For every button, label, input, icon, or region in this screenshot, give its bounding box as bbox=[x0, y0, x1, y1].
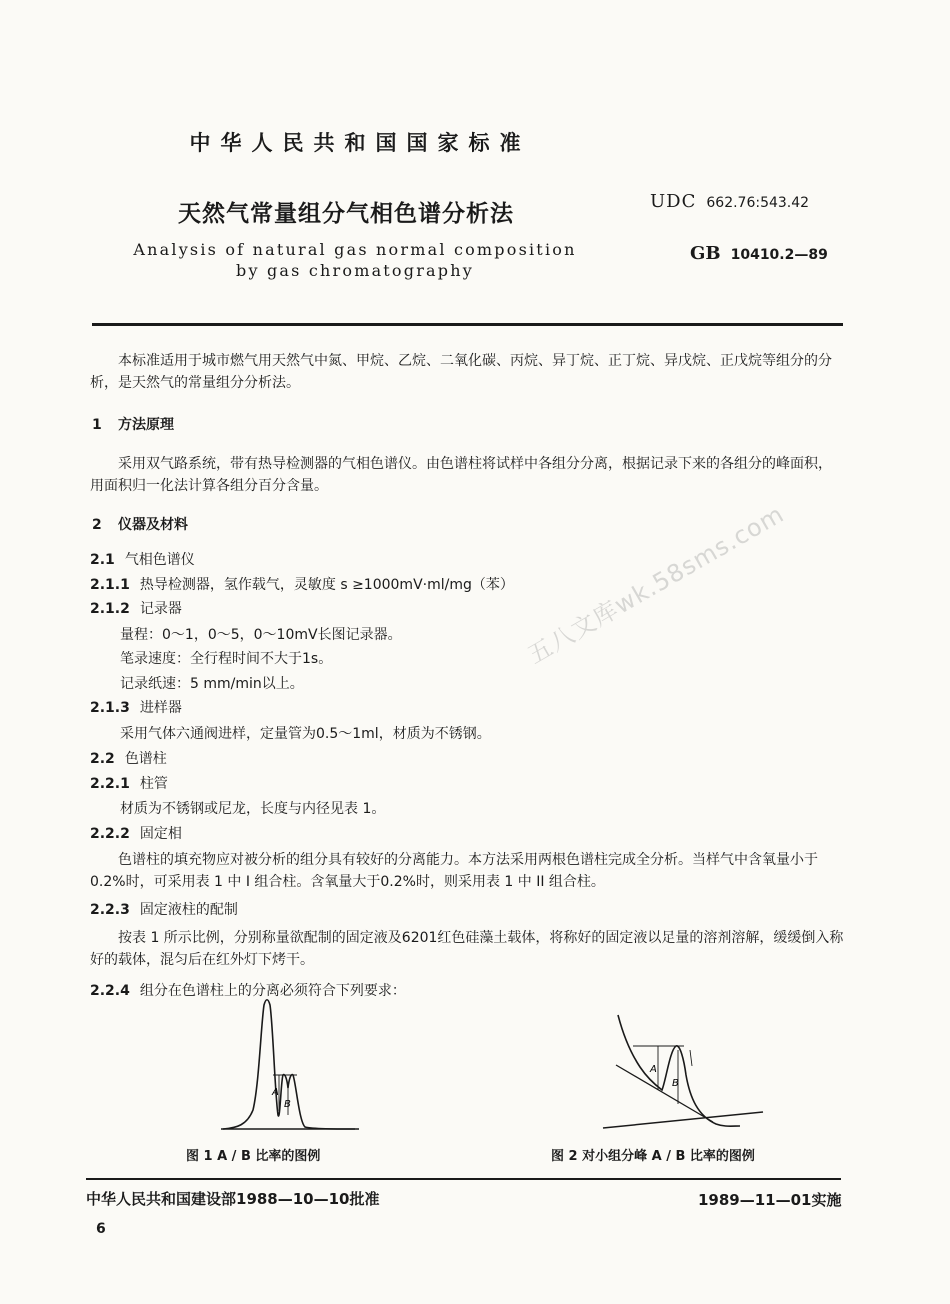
figure-1-chromatogram bbox=[215, 995, 365, 1137]
section-2-2-1-heading bbox=[90, 773, 168, 795]
footer-divider bbox=[86, 1178, 841, 1180]
effective-date: 1989—11—01实施 bbox=[698, 1191, 842, 1209]
approval-date: 中华人民共和国建设部1988—10—10批准 bbox=[86, 1190, 380, 1208]
section-number: 2 bbox=[92, 517, 102, 533]
section-2-heading bbox=[92, 514, 188, 536]
section-title: 进样器 bbox=[139, 700, 182, 716]
section-number: 2.1 bbox=[90, 552, 115, 568]
section-2-1-1 bbox=[90, 574, 514, 596]
section-number: 2.2.1 bbox=[90, 776, 130, 792]
section-number: 2.1.1 bbox=[90, 577, 130, 593]
section-1-heading bbox=[92, 414, 174, 436]
document-title: 天然气常量组分气相色谱分析法 bbox=[178, 201, 514, 227]
recorder-pen-speed-line: 笔录速度：全行程时间不大于1s。 bbox=[120, 651, 333, 667]
gb-value: 10410.2—89 bbox=[730, 247, 828, 263]
header-divider bbox=[92, 323, 843, 326]
figure-2-caption: 图 2 对小组分峰 A / B 比率的图例 bbox=[551, 1149, 755, 1164]
section-number: 2.1.2 bbox=[90, 601, 130, 617]
fig2-peak-curve bbox=[618, 1015, 740, 1126]
recorder-range-line: 量程：0～1，0～5，0～10mV长图记录器。 bbox=[120, 627, 402, 643]
section-2-1-3-text: 采用气体六通阀进样，定量管为0.5～1ml，材质为不锈钢。 bbox=[120, 726, 491, 742]
fig1-label-b: B bbox=[284, 1099, 291, 1110]
section-title: 气相色谱仪 bbox=[124, 552, 195, 568]
gb-code bbox=[690, 243, 828, 264]
fig2-label-a: A bbox=[650, 1064, 657, 1075]
section-2-2-3-paragraph bbox=[90, 927, 845, 971]
country-standard-heading: 中华人民共和国国家标准 bbox=[189, 131, 531, 155]
section-text: 组分在色谱柱上的分离必须符合下列要求： bbox=[139, 983, 406, 999]
intro-text: 本标准适用于城市燃气用天然气中氮、甲烷、乙烷、二氧化碳、丙烷、异丁烷、正丁烷、异戊烷、正戊烷等组分的分析，是天然气的常量组分分析法。 bbox=[90, 353, 832, 391]
section-title: 柱管 bbox=[139, 776, 168, 792]
english-title-line-1: Analysis of natural gas normal composition bbox=[133, 240, 577, 259]
section-title: 方法原理 bbox=[118, 417, 174, 433]
section-number: 1 bbox=[92, 417, 102, 433]
fig1-label-a: A bbox=[272, 1087, 279, 1098]
section-2-2-2-paragraph bbox=[90, 849, 845, 893]
section-2-2-heading bbox=[90, 748, 167, 770]
udc-value: 662.76:543.42 bbox=[706, 195, 810, 211]
udc-label: UDC bbox=[650, 191, 697, 212]
section-title: 固定液柱的配制 bbox=[139, 902, 238, 918]
section-title: 色谱柱 bbox=[124, 751, 167, 767]
section-number: 2.2.2 bbox=[90, 826, 130, 842]
figure-2-chromatogram bbox=[598, 1010, 768, 1130]
intro-paragraph bbox=[90, 350, 845, 394]
section-2-2-2-text: 色谱柱的填充物应对被分析的组分具有较好的分离能力。本方法采用两根色谱柱完成全分析。当样气中含氧量小于0.2%时，可采用表 1 中 I 组合柱。含氧量大于0.2%时，则采用表 1 中 II 组合柱。 bbox=[90, 852, 818, 890]
section-2-1-heading bbox=[90, 549, 195, 571]
section-2-2-3-heading bbox=[90, 899, 238, 921]
gb-label: GB bbox=[690, 243, 721, 264]
section-title: 固定相 bbox=[139, 826, 182, 842]
watermark: 五八文库wk.58sms.com bbox=[523, 499, 789, 670]
section-title: 记录器 bbox=[139, 601, 182, 617]
section-2-1-2-heading bbox=[90, 598, 182, 620]
section-text: 热导检测器，氢作载气，灵敏度 s ≥1000mV·ml/mg（苯） bbox=[139, 577, 514, 593]
english-title-line-2: by gas chromatography bbox=[236, 261, 474, 280]
section-2-2-2-heading bbox=[90, 823, 182, 845]
fig2-label-b: B bbox=[672, 1078, 679, 1089]
recorder-paper-speed-line: 记录纸速：5 mm/min以上。 bbox=[120, 676, 304, 692]
fig2-tail-baseline bbox=[616, 1065, 713, 1122]
section-number: 2.2.3 bbox=[90, 902, 130, 918]
section-2-2-1-text: 材质为不锈钢或尼龙，长度与内径见表 1。 bbox=[120, 801, 386, 817]
page-number: 6 bbox=[96, 1221, 106, 1237]
section-title: 仪器及材料 bbox=[118, 517, 188, 533]
udc-code bbox=[650, 191, 809, 212]
section-number: 2.1.3 bbox=[90, 700, 130, 716]
section-1-text: 采用双气路系统，带有热导检测器的气相色谱仪。由色谱柱将试样中各组分分离，根据记录下来的各组分的峰面积，用面积归一化法计算各组分百分含量。 bbox=[90, 456, 832, 494]
section-1-paragraph bbox=[90, 453, 845, 497]
fig2-tick bbox=[690, 1050, 692, 1066]
figure-1-caption: 图 1 A / B 比率的图例 bbox=[186, 1149, 321, 1164]
section-number: 2.2 bbox=[90, 751, 115, 767]
section-2-1-3-heading bbox=[90, 697, 182, 719]
section-2-2-3-text: 按表 1 所示比例，分别称量欲配制的固定液及6201红色硅藻土载体，将称好的固定液以足量的溶剂溶解，缓缓倒入称好的载体，混匀后在红外灯下烤干。 bbox=[90, 930, 844, 968]
section-number: 2.2.4 bbox=[90, 983, 130, 999]
